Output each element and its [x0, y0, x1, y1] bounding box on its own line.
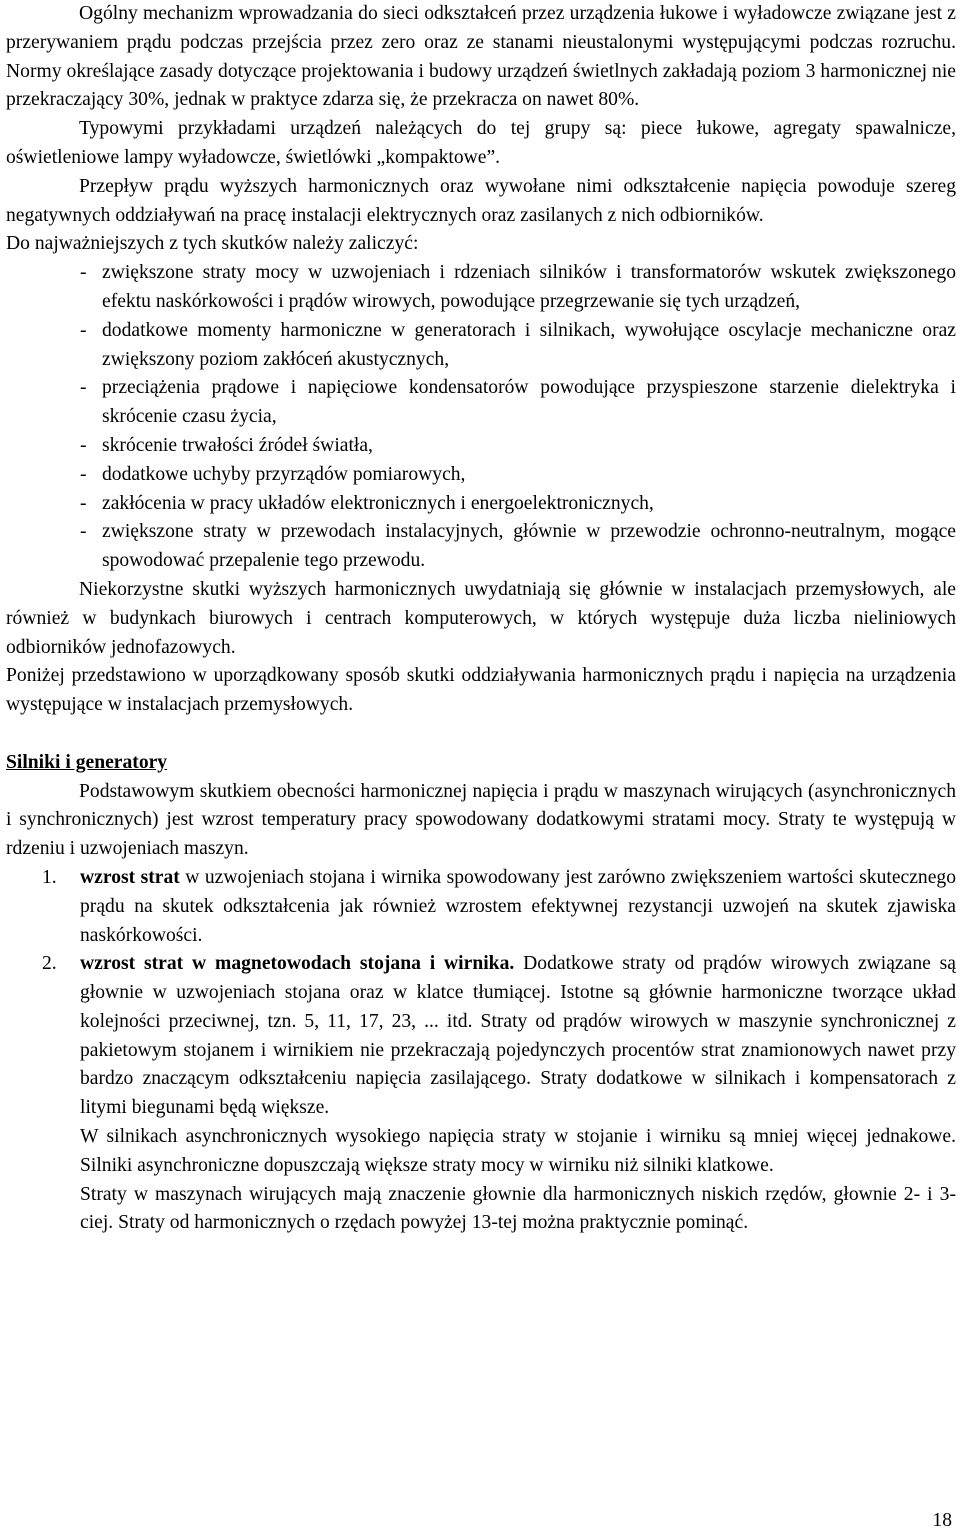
- paragraph-losses-orders: Straty w maszynach wirujących mają znaczenie głownie dla harmonicznych niskich rzędów, głownie 2- i 3-ciej. Straty od harmonicznych o rzędach powyżej 13-tej można praktycznie pominąć.: [80, 1183, 956, 1234]
- list-item-text: dodatkowe momenty harmoniczne w generatorach i silnikach, wywołujące oscylacje mechaniczne oraz zwiększony poziom zakłóceń akustycznych,: [102, 319, 956, 370]
- item-number: 2.: [42, 953, 57, 975]
- list-item: [6, 518, 956, 576]
- paragraph-industrial-effects: Niekorzystne skutki wyższych harmonicznych uwydatniają się głównie w instalacjach przemysłowych, ale również w budynkach biurowych i centrach komputerowych, w których występuje duża liczba nieliniowych odbiorników jednofazowych.: [6, 578, 956, 658]
- list-item: [6, 374, 956, 432]
- item-text: w uzwojeniach stojana i wirnika spowodowany jest zarówno zwiększeniem wartości skutecznego prądu na skutek odkształcenia jak również wzrostem efektywnej rezystancji uzwojeń na skutek zjawiska naskórkowości.: [80, 866, 957, 946]
- list-item-text: zwiększone straty w przewodach instalacyjnych, głównie w przewodzie ochronno-neutralnym, mogące spowodować przepalenie tego przewodu.: [102, 521, 956, 572]
- paragraph-machines-intro: Podstawowym skutkiem obecności harmonicznej napięcia i prądu w maszynach wirujących (asynchronicznych i synchronicznych) jest wzrost temperatury pracy spowodowany dodatkowymi stratami mocy. Straty te występują w rdzeniu i uzwojeniach maszyn.: [6, 780, 956, 860]
- item-text: Dodatkowe straty od prądów wirowych związane są głownie w uzwojeniach stojana oraz w klatce tłumiącej. Istotne są głównie harmoniczne tworzące układ kolejności przeciwnej, tzn. 5, 11, 17, 23, ... itd. Straty od prądów wirowych w maszynie synchronicznej z pakietowym stojanem i wirnikiem nie przekraczają pojedynczych procentów strat znamionowych nawet przy bardzo znaczącym odkształceniu napięcia zasilającego. Straty dodatkowe w silnikach i kompensatorach z litymi biegunami będą większe.: [80, 953, 956, 1119]
- dash-bullet: -: [80, 521, 87, 543]
- list-item: [6, 432, 956, 461]
- section-heading: Silniki i generatory: [6, 751, 168, 773]
- list-item: [6, 461, 956, 490]
- dash-bullet: -: [80, 463, 87, 485]
- paragraph-harmonic-flow: Przepływ prądu wyższych harmonicznych oraz wywołane nimi odkształcenie napięcia powoduje szereg negatywnych oddziaływań na pracę instalacji elektrycznych oraz zasilanych z nich odbiorników.: [6, 175, 956, 226]
- paragraph-async-motors: W silnikach asynchronicznych wysokiego napięcia straty w stojanie i wirniku są mniej więcej jednakowe. Silniki asynchroniczne dopuszczają większe straty mocy w wirniku niż silniki klatkowe.: [80, 1126, 956, 1176]
- numbered-item: [6, 950, 956, 1123]
- item-bold-lead: wzrost strat: [80, 866, 180, 888]
- effects-list: [6, 259, 956, 576]
- list-item-text: zwiększone straty mocy w uzwojeniach i rdzeniach silników i transformatorów wskutek zwiększonego efektu naskórkowości i prądów wirowych, powodujące przegrzewanie się tych urządzeń,: [102, 262, 956, 312]
- dash-bullet: -: [80, 492, 87, 514]
- list-item-text: dodatkowe uchyby przyrządów pomiarowych,: [102, 463, 466, 485]
- list-item: [6, 259, 956, 317]
- paragraph-examples: Typowymi przykładami urządzeń należących do tej grupy są: piece łukowe, agregaty spawalnicze, oświetleniowe lampy wyładowcze, świetlówki „kompaktowe”.: [6, 118, 956, 168]
- dash-bullet: -: [80, 377, 87, 399]
- list-item-text: przeciążenia prądowe i napięciowe kondensatorów powodujące przyspieszone starzenie dielektryka i skrócenie czasu życia,: [102, 377, 956, 428]
- numbered-item: [6, 864, 956, 950]
- dash-bullet: -: [80, 434, 87, 456]
- list-item-text: skrócenie trwałości źródeł światła,: [102, 434, 373, 456]
- paragraph-effects-intro: Do najważniejszych z tych skutków należy zaliczyć:: [6, 233, 419, 255]
- page-number: 18: [932, 1510, 952, 1531]
- list-item: [6, 490, 956, 519]
- paragraph-overview: Poniżej przedstawiono w uporządkowany sposób skutki oddziaływania harmonicznych prądu i napięcia na urządzenia występujące w instalacjach przemysłowych.: [6, 665, 956, 716]
- list-item: [6, 317, 956, 375]
- paragraph-mechanism: Ogólny mechanizm wprowadzania do sieci odkształceń przez urządzenia łukowe i wyładowcze związane jest z przerywaniem prądu podczas przejścia przez zero oraz ze stanami nieustalonymi występującymi podczas rozruchu. Normy określające zasady dotyczące projektowania i budowy urządzeń świetlnych zakładają poziom 3 harmonicznej nie przekraczający 30%, jednak w praktyce zdarza się, że przekracza on nawet 80%.: [6, 3, 956, 111]
- item-bold-lead: wzrost strat w magnetowodach stojana i wirnika.: [80, 953, 515, 975]
- document-page: [6, 0, 956, 1238]
- dash-bullet: -: [80, 262, 87, 284]
- list-item-text: zakłócenia w pracy układów elektronicznych i energoelektronicznych,: [102, 492, 654, 514]
- dash-bullet: -: [80, 319, 87, 341]
- losses-list: [6, 864, 956, 1123]
- item-number: 1.: [42, 866, 57, 888]
